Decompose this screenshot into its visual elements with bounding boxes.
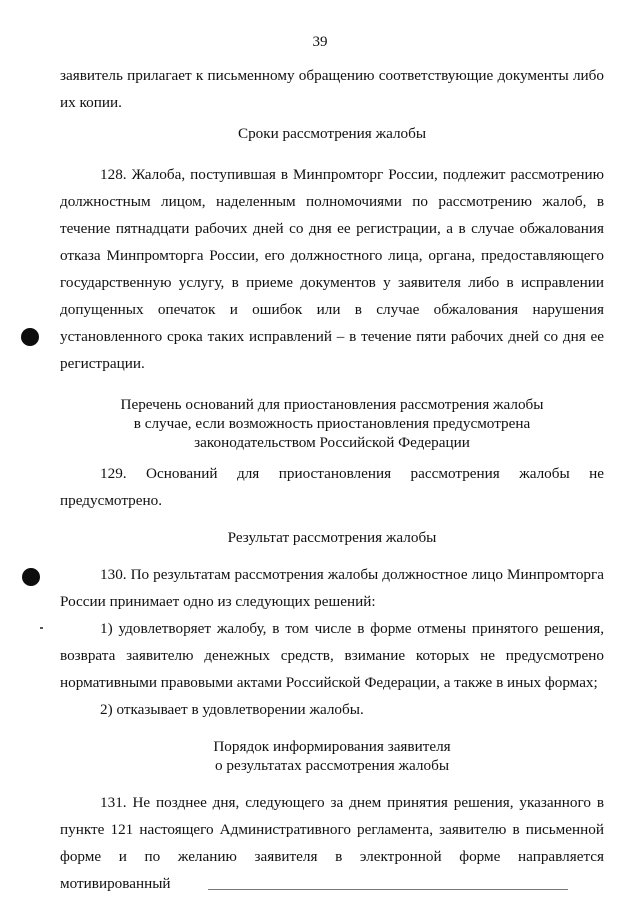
- heading-line: Порядок информирования заявителя: [213, 738, 451, 755]
- paragraph-130: 130. По результатам рассмотрения жалобы должностное лицо Минпромторга России принимает одно из следующих решений:: [60, 566, 604, 610]
- heading-line: законодательством Российской Федерации: [194, 434, 470, 451]
- heading-line: о результатах рассмотрения жалобы: [214, 757, 450, 774]
- paragraph-continuation: заявитель прилагает к письменному обращению соответствующие документы либо их копии.: [60, 67, 604, 111]
- section-heading-terms: Сроки рассмотрения жалобы: [237, 125, 427, 142]
- punch-hole-mark: [21, 328, 39, 346]
- punch-hole-mark: [22, 568, 40, 586]
- heading-line: в случае, если возможность приостановления предусмотрена: [133, 415, 531, 432]
- paragraph-130-item-2: 2) отказывает в удовлетворении жалобы.: [100, 701, 364, 718]
- section-heading-suspension: [60, 395, 604, 452]
- section-heading-result: Результат рассмотрения жалобы: [227, 529, 437, 546]
- document-body: [60, 62, 604, 897]
- scan-edge-line: [208, 889, 568, 890]
- paragraph-129: 129. Оснований для приостановления рассмотрения жалобы не предусмотрено.: [60, 465, 604, 509]
- scan-speck: [40, 627, 43, 629]
- heading-line: Перечень оснований для приостановления рассмотрения жалобы: [120, 396, 544, 413]
- page-number: 39: [312, 34, 328, 50]
- paragraph-128: 128. Жалоба, поступившая в Минпромторг России, подлежит рассмотрению должностным лицом, наделенным полномочиями по рассмотрению жалоб, в течение пятнадцати рабочих дней со дня ее регистрации, а в случае обжалования отказа Минпромторга России, его должностного лица, органа, предоставляющего государственную услугу, в приеме документов у заявителя либо в исправлении допущенных опечаток и ошибок или в случае обжалования нарушения установленного срока таких исправлений – в течение пяти рабочих дней со дня ее регистрации.: [60, 166, 604, 372]
- paragraph-131: 131. Не позднее дня, следующего за днем принятия решения, указанного в пункте 121 настоящего Административного регламента, заявителю в письменной форме и по желанию заявителя в электронной форме направляется мотивированный: [60, 794, 604, 892]
- paragraph-130-item-1: 1) удовлетворяет жалобу, в том числе в форме отмены принятого решения, возврата заявителю денежных средств, взимание которых не предусмотрено нормативными правовыми актами Российской Федерации, а также в иных формах;: [60, 620, 604, 691]
- section-heading-informing: [60, 737, 604, 775]
